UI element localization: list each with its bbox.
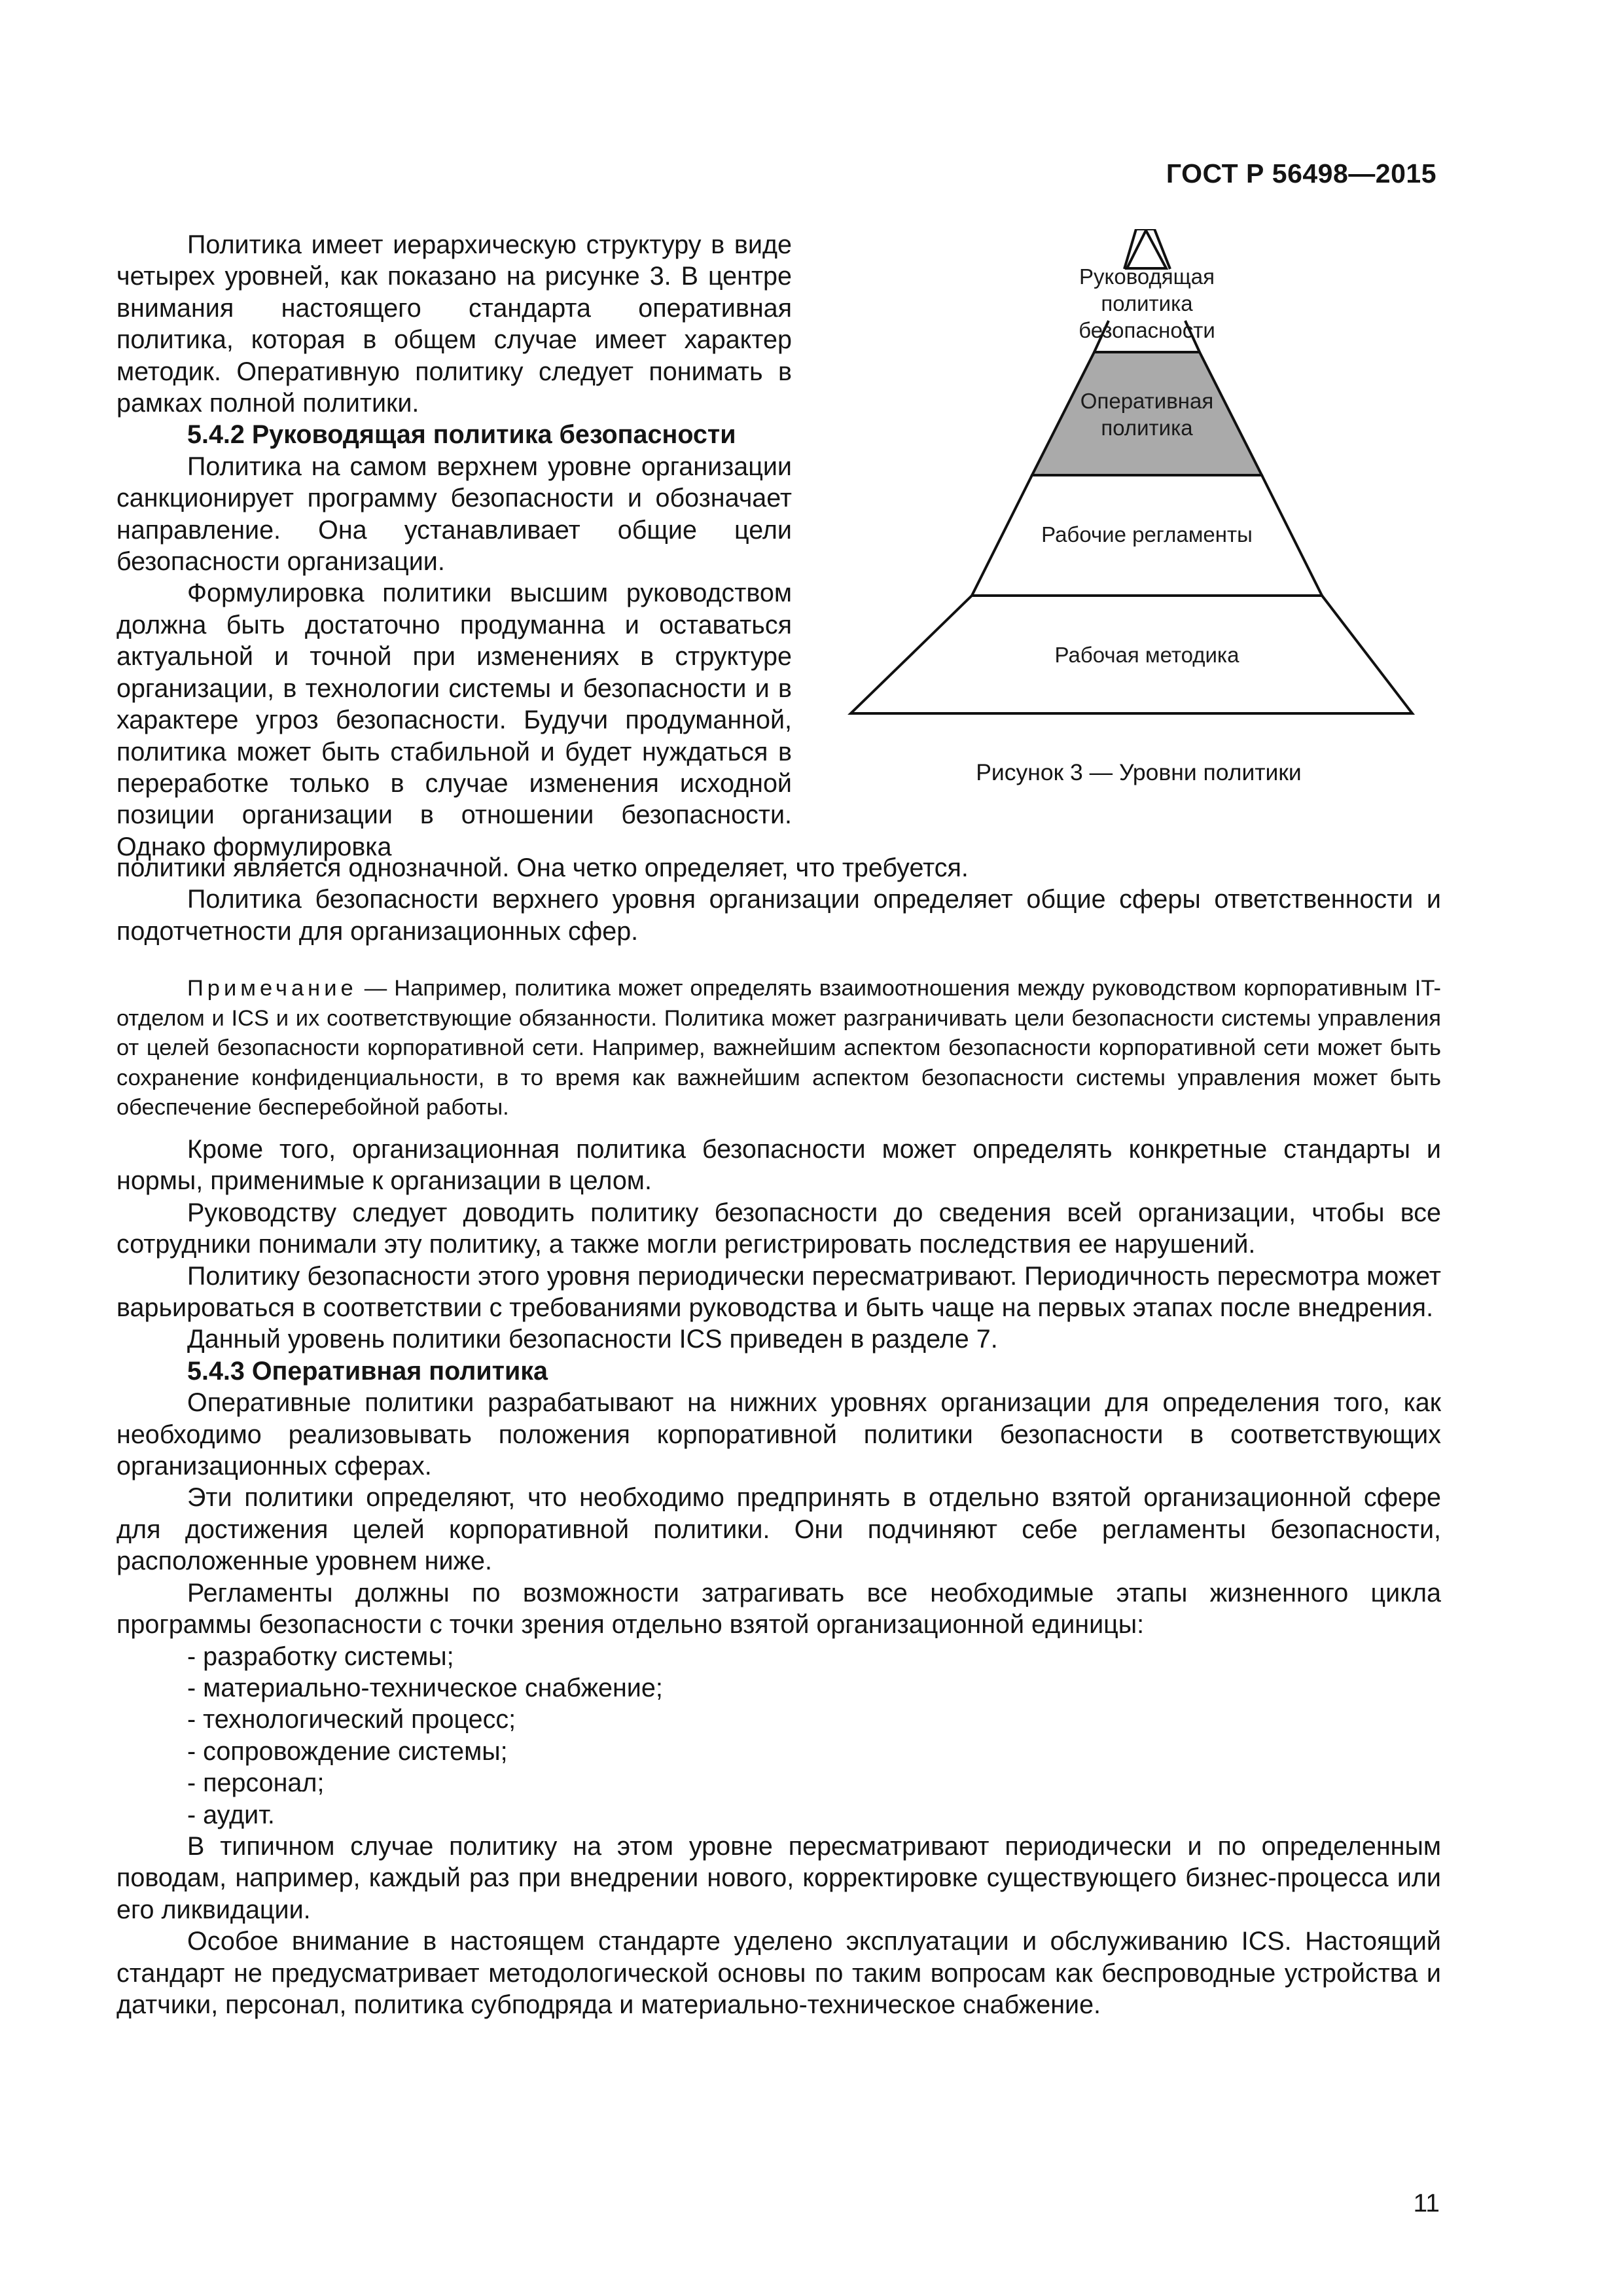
paragraph: Особое внимание в настоящем стандарте уделено эксплуатации и обслуживанию ICS. Настоящий стандарт не предусматривает методологической основы по таким вопросам как беспроводные устройства и датчики, персонал, политика субподряда и материально-техническое снабжение. [116, 1927, 1441, 2019]
paragraph: В типичном случае политику на этом уровне пересматривают периодически и по определенным поводам, например, каждый раз при внедрении нового, корректировке существующего бизнес-процесса или его ликвидации. [116, 1831, 1441, 1924]
list-item: - персонал; [187, 1768, 325, 1798]
note-paragraph [116, 974, 1441, 1123]
paragraph: Руководству следует доводить политику безопасности до сведения всей организации, чтобы все сотрудники понимали эту политику, а также могли регистрировать последствия ее нарушений. [116, 1198, 1441, 1259]
list-item: - технологический процесс; [187, 1705, 516, 1734]
paragraph: Формулировка политики высшим руководством должна быть достаточно продуманна и оставаться актуальной и точной при изменениях в структуре организации, в технологии системы и безопасности и в характере угроз безопасности. Будучи продуманной, политика может быть стабильной и будет нуждаться в переработке только в случае изменения исходной позиции организации в отношении безопасности. Однако формулировка [116, 579, 792, 861]
paragraph: Политика имеет иерархическую структуру в виде четырех уровней, как показано на рисунке 3. В центре внимания настоящего стандарта оперативная политика, которая в общем случае имеет характер методик. Оперативную политику следует понимать в рамках полной политики. [116, 230, 792, 418]
note-block [116, 974, 1441, 1123]
pyramid-label-top: Руководящая политика безопасности [1079, 264, 1215, 342]
paragraph: Данный уровень политики безопасности ICS приведен в разделе 7. [187, 1325, 998, 1354]
pyramid-label-operational: Оперативная политика [1080, 389, 1214, 440]
pyramid-label-regulations: Рабочие регламенты [1041, 522, 1253, 547]
paragraph: Кроме того, организационная политика безопасности может определять конкретные стандарты и нормы, применимые к организации в целом. [116, 1135, 1441, 1196]
section-heading-5-4-3: 5.4.3 Оперативная политика [187, 1356, 548, 1386]
pyramid-figure [844, 229, 1433, 726]
list-item: - разработку системы; [187, 1641, 454, 1671]
section-heading-5-4-2: 5.4.2 Руководящая политика безопасности [187, 420, 736, 450]
paragraph: Политика безопасности верхнего уровня организации определяет общие сферы ответственности и подотчетности для организационных сфер. [116, 885, 1441, 946]
paragraph-continuation: политики является однозначной. Она четко определяет, что требуется. [116, 853, 969, 882]
figure-caption: Рисунок 3 — Уровни политики [976, 759, 1302, 785]
standard-header: ГОСТ Р 56498—2015 [1166, 158, 1436, 188]
lifecycle-list [116, 1641, 1441, 1831]
paragraph: Эти политики определяют, что необходимо предпринять в отдельно взятой организационной сфере для достижения целей корпоративной политики. Они подчиняют себе регламенты безопасности, расположенные уровнем ниже. [116, 1483, 1441, 1576]
note-label: Примечание [187, 976, 357, 1001]
list-item: - сопровождение системы; [187, 1736, 508, 1766]
note-text: — Например, политика может определять взаимоотношения между руководством корпоративным IT-отделом и ICS и их соответствующие обязанности. Политика может разграничивать цели безопасности системы управления от целей безопасности корпоративной сети. Например, важнейшим аспектом безопасности корпоративной сети может быть сохранение конфиденциальности, в то время как важнейшим аспектом безопасности системы управления может быть обеспечение бесперебойной работы. [116, 976, 1441, 1120]
left-column [116, 229, 792, 863]
page-number: 11 [1413, 2189, 1440, 2217]
paragraph: Политика на самом верхнем уровне организации санкционирует программу безопасности и обозначает направление. Она устанавливает общие цели безопасности организации. [116, 452, 792, 577]
pyramid-label-methodology: Рабочая методика [1054, 643, 1240, 667]
paragraph: Регламенты должны по возможности затрагивать все необходимые этапы жизненного цикла программы безопасности с точки зрения отдельно взятой организационной единицы: [116, 1578, 1441, 1640]
full-width-block-2 [116, 1134, 1441, 2020]
full-width-block-1 [116, 852, 1441, 947]
list-item: - материально-техническое снабжение; [187, 1673, 663, 1702]
list-item: - аудит. [187, 1800, 275, 1829]
paragraph: Оперативные политики разрабатывают на нижних уровнях организации для определения того, как необходимо реализовывать положения корпоративной политики безопасности в соответствующих организационных сферах. [116, 1388, 1441, 1481]
paragraph: Политику безопасности этого уровня периодически пересматривают. Периодичность пересмотра может варьироваться в соответствии с требованиями руководства и быть чаще на первых этапах после внедрения. [116, 1261, 1441, 1323]
